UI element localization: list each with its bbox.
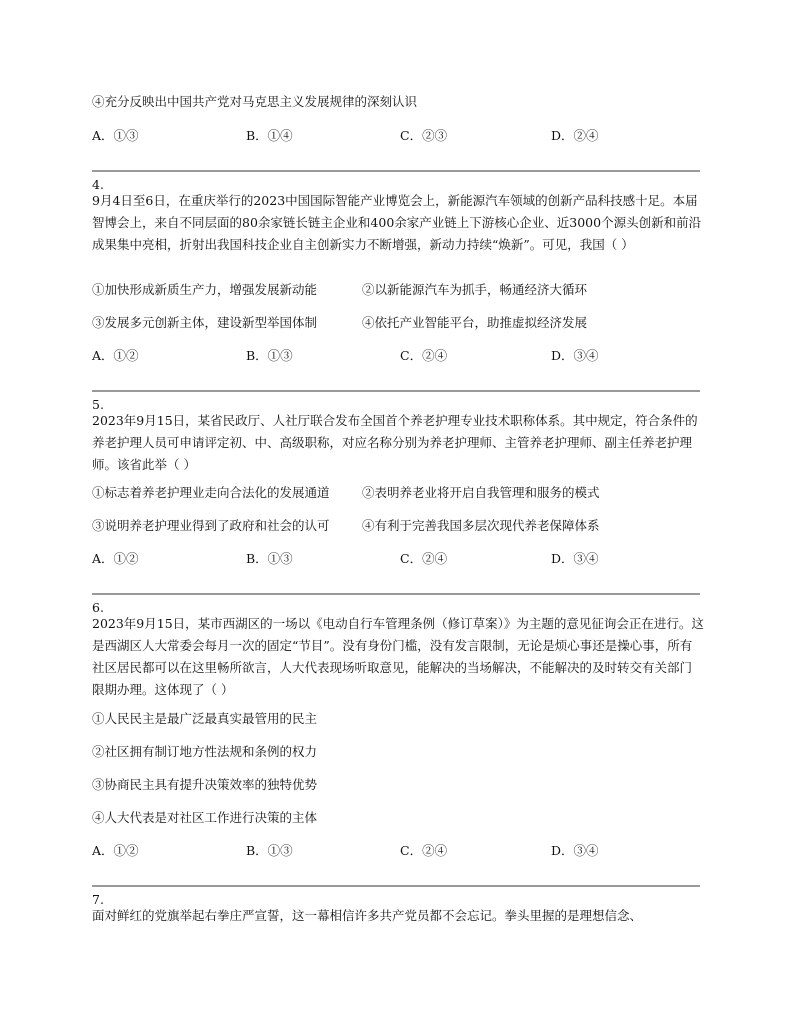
q5-item-4: ④有利于完善我国多层次现代养老保障体系 [362,518,600,533]
q3-choices [92,128,704,144]
q4-choices [92,348,704,364]
q4-choice-c[interactable]: C．②④ [400,348,448,363]
q6-stem: 2023年9月15日，某市西湖区的一场以《电动自行车管理条例（修订草案）》为主题的意见征询会正在进行。这是西湖区人大常委会每月一次的固定“节目”。没有身份门槛，没有发言限制，无论是烦心事还是操心事，所有社区居民都可以在这里畅所欲言，人大代表现场听取意见，能解决的当场解决，不能解决的及时转交有关部门限期办理。这体现了（ ） [92,616,704,697]
q6-item-4: ④人大代表是对社区工作进行决策的主体 [92,810,318,825]
q4-item-1: ①加快形成新质生产力，增强发展新动能 [92,282,318,297]
q6-choice-b[interactable]: B．①③ [246,843,293,858]
divider [92,170,700,172]
q5-item-2: ②表明养老业将开启自我管理和服务的模式 [362,485,600,500]
q4-choice-d[interactable]: D．③④ [551,348,599,363]
divider [92,390,700,392]
q6-item-1: ①人民民主是最广泛最真实最管用的民主 [92,711,318,726]
q6-item-2: ②社区拥有制订地方性法规和条例的权力 [92,744,318,759]
q6-choice-d[interactable]: D．③④ [551,843,599,858]
q3-choice-c[interactable]: C．②③ [400,128,448,143]
q4-item-2: ②以新能源汽车为抓手，畅通经济大循环 [362,282,588,297]
q5-choice-a[interactable]: A．①② [92,551,139,566]
q3-item-4: ④充分反映出中国共产党对马克思主义发展规律的深刻认识 [92,94,418,109]
q5-choice-c[interactable]: C．②④ [400,551,448,566]
q4-choice-b[interactable]: B．①③ [246,348,293,363]
q4-number: 4. [92,177,104,192]
q4-item-4: ④依托产业智能平台，助推虚拟经济发展 [362,315,588,330]
q5-items-row-1 [92,485,704,501]
q7-stem: 面对鲜红的党旗举起右拳庄严宣誓，这一幕相信许多共产党员都不会忘记。拳头里握的是理想信念、 [92,908,643,923]
q3-choice-a[interactable]: A．①③ [92,128,139,143]
q6-choice-c[interactable]: C．②④ [400,843,448,858]
q5-stem: 2023年9月15日，某省民政厅、人社厅联合发布全国首个养老护理专业技术职称体系。其中规定，符合条件的养老护理人员可申请评定初、中、高级职称，对应名称分别为养老护理师、主管养老护理师、副主任养老护理师。该省此举（ ） [92,413,698,472]
q5-item-1: ①标志着养老护理业走向合法化的发展通道 [92,485,330,500]
q7-number: 7. [92,892,104,907]
q5-item-3: ③说明养老护理业得到了政府和社会的认可 [92,518,330,533]
q6-choices [92,843,704,859]
divider [92,885,700,887]
q4-item-3: ③发展多元创新主体，建设新型举国体制 [92,315,318,330]
divider [92,593,700,595]
q6-item-3: ③协商民主具有提升决策效率的独特优势 [92,777,318,792]
q5-number: 5. [92,397,104,412]
q5-choice-d[interactable]: D．③④ [551,551,599,566]
q6-choice-a[interactable]: A．①② [92,843,139,858]
q5-choices [92,551,704,567]
q4-items-row-1 [92,282,704,298]
q3-choice-d[interactable]: D．②④ [551,128,599,143]
q3-choice-b[interactable]: B．①④ [246,128,293,143]
q6-number: 6. [92,600,104,615]
q4-stem: 9月4日至6日，在重庆举行的2023中国国际智能产业博览会上，新能源汽车领域的创新产品科技感十足。本届智博会上，来自不同层面的80余家链长链主企业和400余家产业链上下游核心企业、近3000个源头创新和前沿成果集中亮相，折射出我国科技企业自主创新实力不断增强，新动力持续“焕新”。可见，我国（ ） [92,193,702,252]
q5-choice-b[interactable]: B．①③ [246,551,293,566]
q4-items-row-2 [92,315,704,331]
q4-choice-a[interactable]: A．①② [92,348,139,363]
q5-items-row-2 [92,518,704,534]
